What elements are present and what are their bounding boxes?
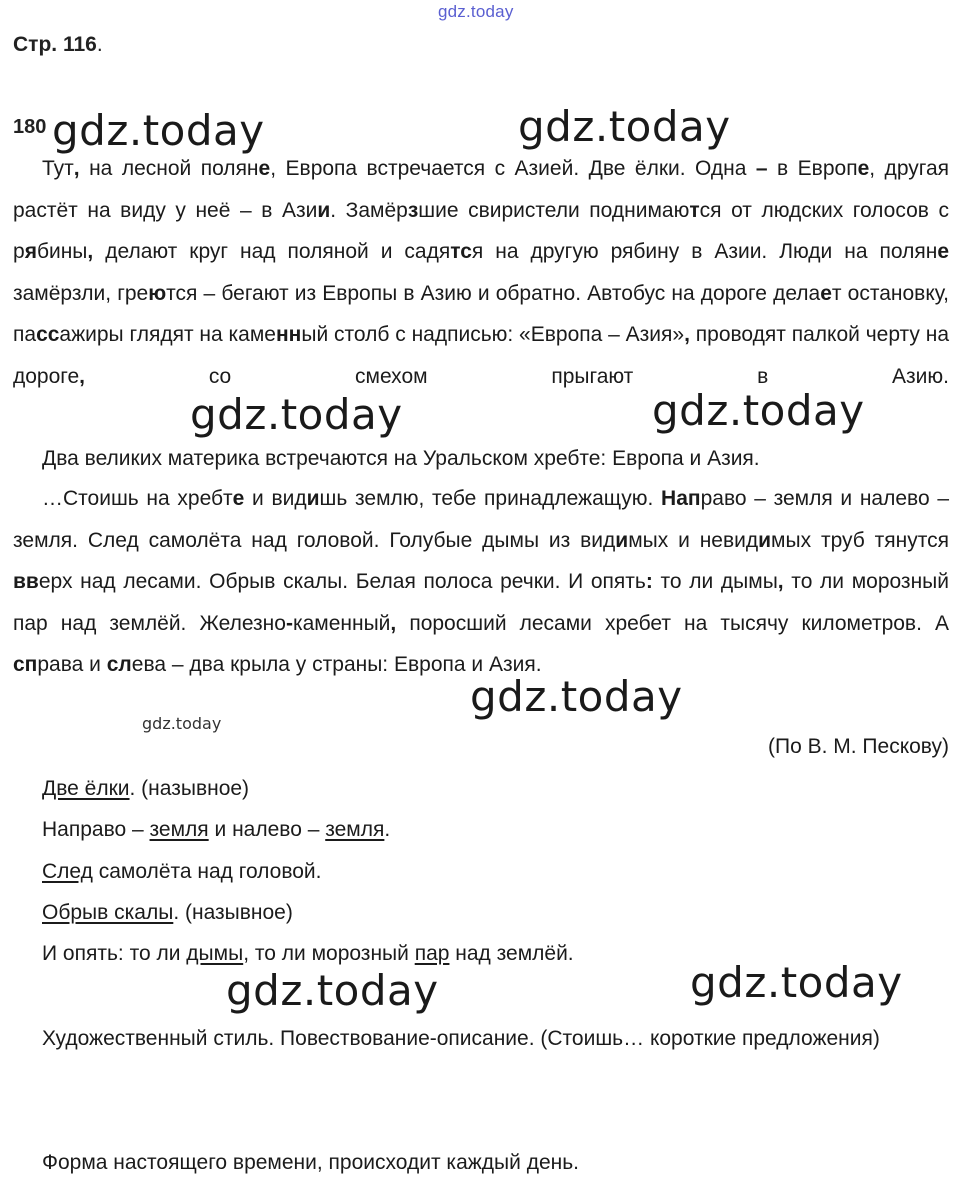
text-run: шие свиристели поднимаю (418, 198, 690, 222)
text-run: в Европ (767, 157, 858, 180)
text-run: Два великих материка встречаются на Уральском хребте: Европа и Азия. (42, 447, 760, 470)
text-run: раво – земля и налево – земля. След самолёта над головой. Голубые дымы из вид (13, 487, 950, 552)
text-run: т остановку, па (13, 281, 949, 346)
watermark: gdz.today (52, 106, 265, 155)
bold-letter: и (758, 528, 772, 552)
text-run: и вид (244, 487, 307, 510)
bold-letter: и (317, 198, 331, 222)
text-run: . Замёр (330, 198, 408, 222)
example-line (42, 815, 390, 845)
bold-letter: ю (148, 281, 167, 305)
text-run: Тут (42, 157, 74, 180)
bold-letter: : (645, 570, 653, 593)
bold-letter: , (73, 157, 80, 180)
text-run: шь землю, тебе принадлежащую. (319, 487, 662, 510)
bold-letter: я (24, 240, 37, 263)
bold-letter: т (689, 198, 700, 222)
text-run: замёрзли, гре (13, 281, 149, 305)
bold-letter: и (306, 487, 320, 510)
watermark: gdz.today (652, 386, 865, 435)
watermark: gdz.today (690, 958, 903, 1007)
text-run: поросший лесами хребет на тысячу километров. А (396, 611, 949, 635)
text-run: каменный (292, 611, 391, 635)
bold-letter: – (755, 157, 768, 180)
text-run: мых труб тянутся (771, 528, 949, 552)
text-run: И опять: то ли (42, 942, 187, 965)
example-line (42, 857, 322, 887)
bold-letter: сп (13, 653, 38, 676)
watermark-top: gdz.today (438, 2, 514, 21)
text-run: на лесной полян (79, 157, 259, 180)
text-run: ся от людских голосов с р (13, 198, 949, 263)
paragraph-1 (13, 148, 949, 397)
text-run: . (384, 818, 391, 841)
style-note (13, 1018, 949, 1059)
underlined-word: земля (149, 818, 209, 841)
bold-letter: сс (36, 323, 60, 346)
example-line (42, 939, 574, 969)
watermark: gdz.today (190, 390, 403, 439)
paragraph-3 (13, 478, 949, 686)
paragraph-2 (13, 438, 949, 480)
underlined-word: Две ёлки (42, 777, 130, 800)
text-run: рава и (37, 653, 107, 676)
text-run: со смехом прыгают в Азию. (85, 364, 949, 388)
example-line (42, 898, 293, 928)
bold-letter: , (79, 364, 86, 388)
paragraph-1-text (13, 148, 949, 397)
text-run: ый столб с надписью: «Европа – Азия» (301, 323, 685, 346)
text-run: Направо – (42, 818, 150, 841)
text-run: делают круг над поляной и садя (93, 240, 451, 263)
bold-letter: - (285, 611, 293, 635)
text-run: мых и невид (628, 528, 759, 552)
text-run: и налево – (208, 818, 326, 841)
bold-letter: е (937, 240, 949, 263)
watermark: gdz.today (518, 102, 731, 151)
bold-letter: , (390, 611, 397, 635)
watermark: gdz.today (226, 966, 439, 1015)
text-run: то ли дымы (652, 570, 778, 593)
paragraph-2-text (13, 438, 949, 480)
bold-letter: и (615, 528, 629, 552)
underlined-word: дымы (186, 942, 244, 965)
text-run: бины (36, 240, 88, 263)
text-run: , Европа встречается с Азией. Две ёлки. Одна (270, 157, 756, 180)
attribution: (По В. М. Пескову) (767, 735, 949, 758)
text-run: то ли морозный пар над землёй. Железно (13, 570, 949, 635)
page-label (13, 33, 103, 57)
bold-letter: , (777, 570, 784, 593)
text-run: ерх над лесами. Обрыв скалы. Белая полоса речки. И опять (38, 570, 646, 593)
bold-letter: , (684, 323, 690, 346)
text-run: …Стоишь на хребт (42, 487, 233, 510)
bold-letter: , (87, 240, 94, 263)
watermark-small: gdz.today (142, 714, 222, 733)
example-line (42, 774, 249, 804)
bold-letter: тс (450, 240, 472, 263)
paragraph-3-text (13, 478, 949, 686)
text-run: . (назывное) (173, 901, 293, 924)
underlined-word: земля (325, 818, 385, 841)
text-run: ажиры глядят на каме (59, 323, 276, 346)
text-run: я на другую рябину в Азии. Люди на полян (471, 240, 938, 263)
text-run: над землёй. (449, 942, 574, 965)
bold-letter: е (820, 281, 832, 305)
text-run: . (назывное) (129, 777, 250, 800)
watermark: gdz.today (470, 672, 683, 721)
text-run: ева – два крыла у страны: Европа и Азия. (131, 653, 542, 676)
underlined-word: Обрыв скалы (42, 901, 174, 924)
bold-letter: е (258, 157, 271, 180)
bold-letter: е (857, 157, 870, 180)
style-note-text: Художественный стиль. Повествование-описание. (Стоишь… короткие предложения) (42, 1027, 880, 1050)
text-run: проводят палкой черту на дороге (13, 323, 950, 388)
task-number: 180 (13, 116, 47, 138)
bold-letter: з (407, 198, 419, 222)
bold-letter: е (232, 487, 245, 510)
underlined-word: пар (414, 942, 450, 965)
page-label-text: Стр. 116 (13, 33, 97, 56)
bold-letter: нн (275, 323, 302, 346)
bold-letter: На (661, 487, 688, 510)
text-run: самолёта над головой. (92, 860, 322, 883)
bold-letter: п (687, 487, 701, 510)
bold-letter: сл (106, 653, 132, 676)
underlined-word: След (42, 860, 93, 883)
page-label-dot: . (96, 33, 103, 56)
final-line: Форма настоящего времени, происходит каждый день. (42, 1151, 580, 1174)
text-run: тся – бегают из Европы в Азию и обратно. Автобус на дороге дела (166, 281, 821, 305)
bold-letter: вв (13, 570, 39, 593)
text-run: , то ли морозный (243, 942, 415, 965)
text-run: , другая растёт на виду у неё – в Ази (13, 157, 950, 222)
